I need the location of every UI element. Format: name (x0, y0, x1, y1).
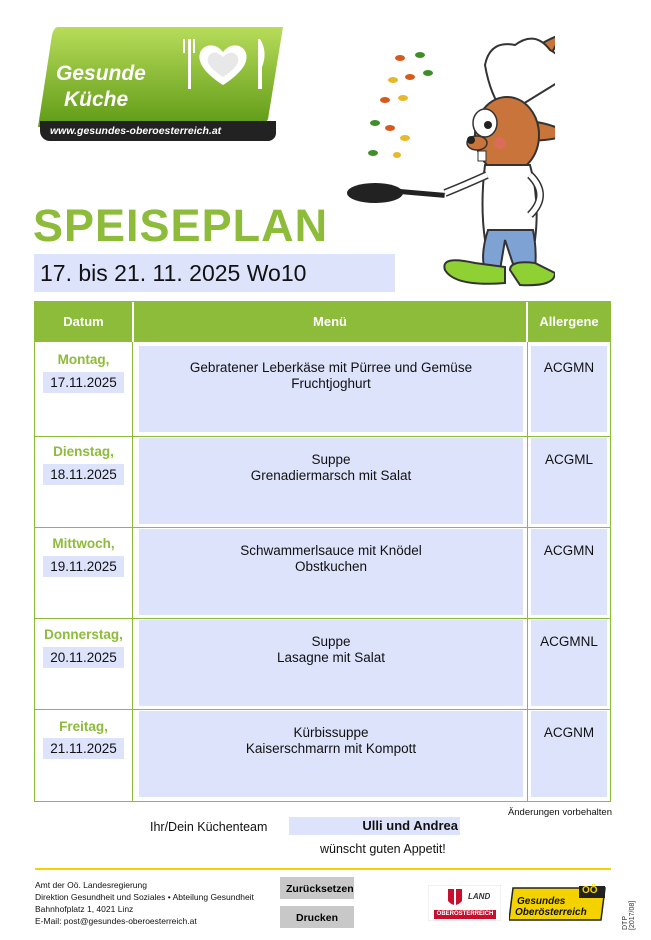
footer-address (35, 879, 275, 927)
changes-note: Änderungen vorbehalten (507, 807, 612, 818)
menu-line: Grenadiermarsch mit Salat (250, 468, 412, 483)
menu-line: Lasagne mit Salat (276, 650, 386, 665)
address-line: Bahnhofplatz 1, 4021 Linz (35, 904, 134, 914)
flying-vegetables-icon (368, 52, 433, 158)
header-date: Datum (35, 302, 132, 342)
land-logo-subtext: OBERÖSTERREICH (436, 911, 494, 917)
day-label: Dienstag, (53, 444, 114, 459)
week-input[interactable]: 17. bis 21. 11. 2025 Wo10 (34, 254, 395, 292)
footer-divider (35, 868, 611, 870)
allergens-input[interactable]: ACGML (531, 438, 607, 524)
go-logo-badge: OÖ (582, 885, 598, 896)
menu-input[interactable] (139, 529, 523, 615)
date-input[interactable]: 18.11.2025 (43, 464, 124, 485)
logo-word-kueche: Küche (64, 88, 129, 111)
print-button[interactable]: Drucken (280, 906, 354, 928)
menu-line: Fruchtjoghurt (291, 376, 371, 391)
menu-line: Kürbissuppe (293, 725, 369, 740)
menu-line: Suppe (311, 634, 351, 649)
menu-line: Schwammerlsauce mit Knödel (240, 543, 422, 558)
day-label: Montag, (57, 352, 110, 367)
date-input[interactable]: 19.11.2025 (43, 556, 124, 577)
go-logo-text2: Oberösterreich (515, 907, 587, 918)
menu-input[interactable] (139, 438, 523, 524)
menu-line: Kaiserschmarrn mit Kompott (245, 741, 417, 756)
row-divider (35, 436, 610, 437)
menu-line: Suppe (311, 452, 351, 467)
team-names-input[interactable]: Ulli und Andrea (289, 817, 460, 835)
go-logo-text1: Gesundes (517, 896, 566, 907)
date-input[interactable]: 17.11.2025 (43, 372, 124, 393)
date-input[interactable]: 21.11.2025 (43, 738, 124, 759)
address-line: Amt der Oö. Landesregierung (35, 880, 147, 890)
menu-line: Gebratener Leberkäse mit Pürree und Gemüse (189, 360, 473, 375)
logo-word-gesunde: Gesunde (56, 62, 146, 85)
menu-line: Obstkuchen (294, 559, 368, 574)
appetit-text: wünscht guten Appetit! (320, 842, 446, 856)
row-divider (35, 709, 610, 710)
address-line: Direktion Gesundheit und Soziales • Abteilung Gesundheit (35, 892, 254, 902)
allergens-input[interactable]: ACGMN (531, 529, 607, 615)
logo-url: www.gesundes-oberoesterreich.at (40, 121, 276, 141)
day-label: Mittwoch, (52, 536, 115, 551)
menu-input[interactable] (139, 346, 523, 432)
allergens-input[interactable]: ACGNM (531, 711, 607, 797)
column-divider (132, 342, 133, 801)
team-label: Ihr/Dein Küchenteam (150, 820, 268, 834)
row-divider (35, 618, 610, 619)
address-line: E-Mail: post@gesundes-oberoesterreich.at (35, 916, 197, 926)
frying-pan-icon (347, 183, 445, 203)
menu-input[interactable] (139, 620, 523, 706)
header-allergens: Allergene (528, 302, 610, 342)
allergens-input[interactable]: ACGMNL (531, 620, 607, 706)
land-logo-text: LAND (468, 892, 491, 901)
reset-button[interactable]: Zurücksetzen (280, 877, 354, 899)
page-title: SPEISEPLAN (33, 200, 329, 251)
row-divider (35, 527, 610, 528)
date-input[interactable]: 20.11.2025 (43, 647, 124, 668)
gesundes-oberoesterreich-logo (509, 884, 609, 924)
header-menu: Menü (134, 302, 526, 342)
allergens-input[interactable]: ACGMN (531, 346, 607, 432)
land-oberoesterreich-logo (428, 885, 501, 921)
day-label: Freitag, (59, 719, 108, 734)
menu-input[interactable] (139, 711, 523, 797)
column-divider (527, 342, 528, 801)
menu-table (34, 301, 611, 802)
day-label: Donnerstag, (44, 627, 123, 642)
dtp-code: DTP [2017/08] (622, 900, 636, 930)
